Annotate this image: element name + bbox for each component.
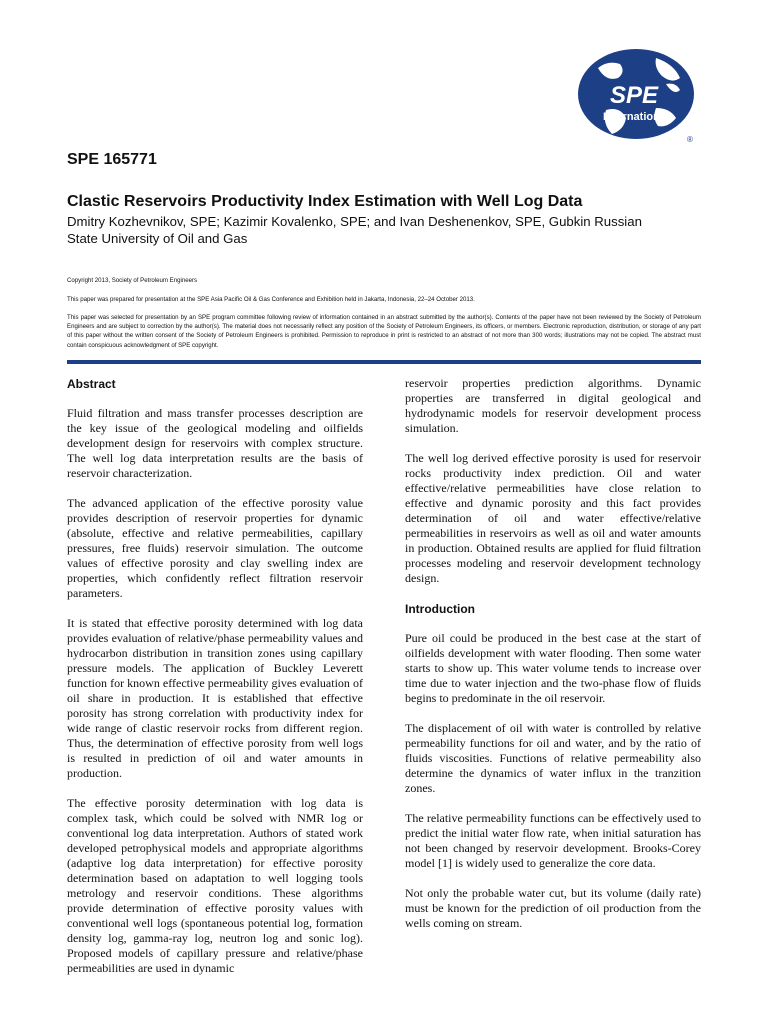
- logo-subtext: International: [602, 111, 670, 123]
- abstract-paragraph: The well log derived effective porosity is used for reservoir rocks productivity index prediction. Oil and water effective/relative permeabilities have close relation to effective and dynamic porosity and this fact provides determination of oil and water effective/relative permeabilities in reservoirs as well as oil and water amounts in production. Obtained results are applied for fluid filtration processes modeling and reservoir development technology design.: [405, 451, 701, 585]
- introduction-paragraph: Not only the probable water cut, but its volume (daily rate) must be known for the prediction of oil production from the wells coming on stream.: [405, 886, 701, 930]
- legal-notice: This paper was selected for presentation by an SPE program committee following review of information contained in an abstract submitted by the author(s). Contents of the paper have not been reviewed by the Society of Petroleum Engineers and are subject to correction by the author(s). The material does not necessarily reflect any position of the Society of Petroleum Engineers, its officers, or members. Electronic reproduction, distribution, or storage of any part of this paper without the written consent of the Society of Petroleum Engineers is prohibited. Permission to reproduce in print is restricted to an abstract of not more than 300 words; illustrations may not be copied. The abstract must contain conspicuous acknowledgment of SPE copyright.: [67, 314, 701, 349]
- abstract-paragraph: Fluid filtration and mass transfer processes description are the key issue of the geological modeling and oilfields development design for reservoirs with complex structure. The well log data interpretation results are the basis of reservoir characterization.: [67, 406, 363, 480]
- abstract-paragraph: It is stated that effective porosity determined with log data provides evaluation of relative/phase permeability values and hydrocarbon distribution in transition zones using capillary pressure models. The application of Buckley Leverett function for known effective permeability gives evaluation of oil share in production. It is established that effective porosity has strong correlation with productivity index for wide range of clastic reservoir rocks from different region. Thus, the determination of effective porosity from well logs is resulted in prediction of oil and water amounts in production.: [67, 616, 363, 780]
- introduction-paragraph: The displacement of oil with water is controlled by relative permeability functions for oil and water, and by the ratio of fluids viscosities. Functions of relative permeability also determine the dynamics of water influx in the tranzition zones.: [405, 721, 701, 795]
- presentation-notice: This paper was prepared for presentation at the SPE Asia Pacific Oil & Gas Conference and Exhibition held in Jakarta, Indonesia, 22–24 October 2013.: [67, 296, 475, 303]
- header-divider: [67, 360, 701, 364]
- abstract-paragraph: The advanced application of the effective porosity value provides description of reservoir properties for dynamic (absolute, effective and relative permeabilities, capillary pressures, free fluids) reservoir simulation. The outcome values of effective porosity and clay swelling index are properties, which confidently reflect filtration reservoir parameters.: [67, 496, 363, 600]
- paper-title: Clastic Reservoirs Productivity Index Estimation with Well Log Data: [67, 193, 583, 210]
- spe-international-logo: [506, 48, 696, 144]
- paper-number: SPE 165771: [67, 151, 157, 168]
- abstract-paragraph: The effective porosity determination with log data is complex task, which could be solved with NMR log or conventional log data interpretation. Authors of stated work developed petrophysical models and appropriate algorithms (adaptive log data interpretation) for effective porosity determination based on adaptation to well logging tools metrology and reservoir conditions. These algorithms provide determination of effective porosity values with conventional well logs (spontaneous potential log, formation density log, gamma-ray log, neutron log and sonic log). Proposed models of capillary pressure and relative/phase permeabilities are used in dynamic: [67, 796, 363, 975]
- left-column: [67, 376, 363, 991]
- introduction-heading: Introduction: [405, 602, 475, 616]
- introduction-paragraph: The relative permeability functions can be effectively used to predict the initial water flow rate, when initial saturation has not been changed by reservoir development. Brooks-Corey model [1] is widely used to generalize the core data.: [405, 811, 701, 870]
- introduction-paragraph: Pure oil could be produced in the best case at the start of oilfields development with water flooding. Then some water starts to show up. This water volume tends to increase over time due to water injection and the two-phase flow of fluids begins to predominate in the oil reservoir.: [405, 631, 701, 705]
- registered-mark: ®: [687, 135, 693, 144]
- abstract-paragraph: reservoir properties prediction algorithms. Dynamic properties are transferred in digital geological and hydrodynamic models for reservoir development process simulation.: [405, 376, 701, 435]
- abstract-heading: Abstract: [67, 377, 116, 391]
- copyright-notice: Copyright 2013, Society of Petroleum Engineers: [67, 277, 198, 284]
- paper-authors: Dmitry Kozhevnikov, SPE; Kazimir Kovalenko, SPE; and Ivan Deshenenkov, SPE, Gubkin Russian State University of Oil and Gas: [67, 214, 642, 246]
- logo-text: SPE: [609, 82, 659, 109]
- right-column: [405, 376, 701, 946]
